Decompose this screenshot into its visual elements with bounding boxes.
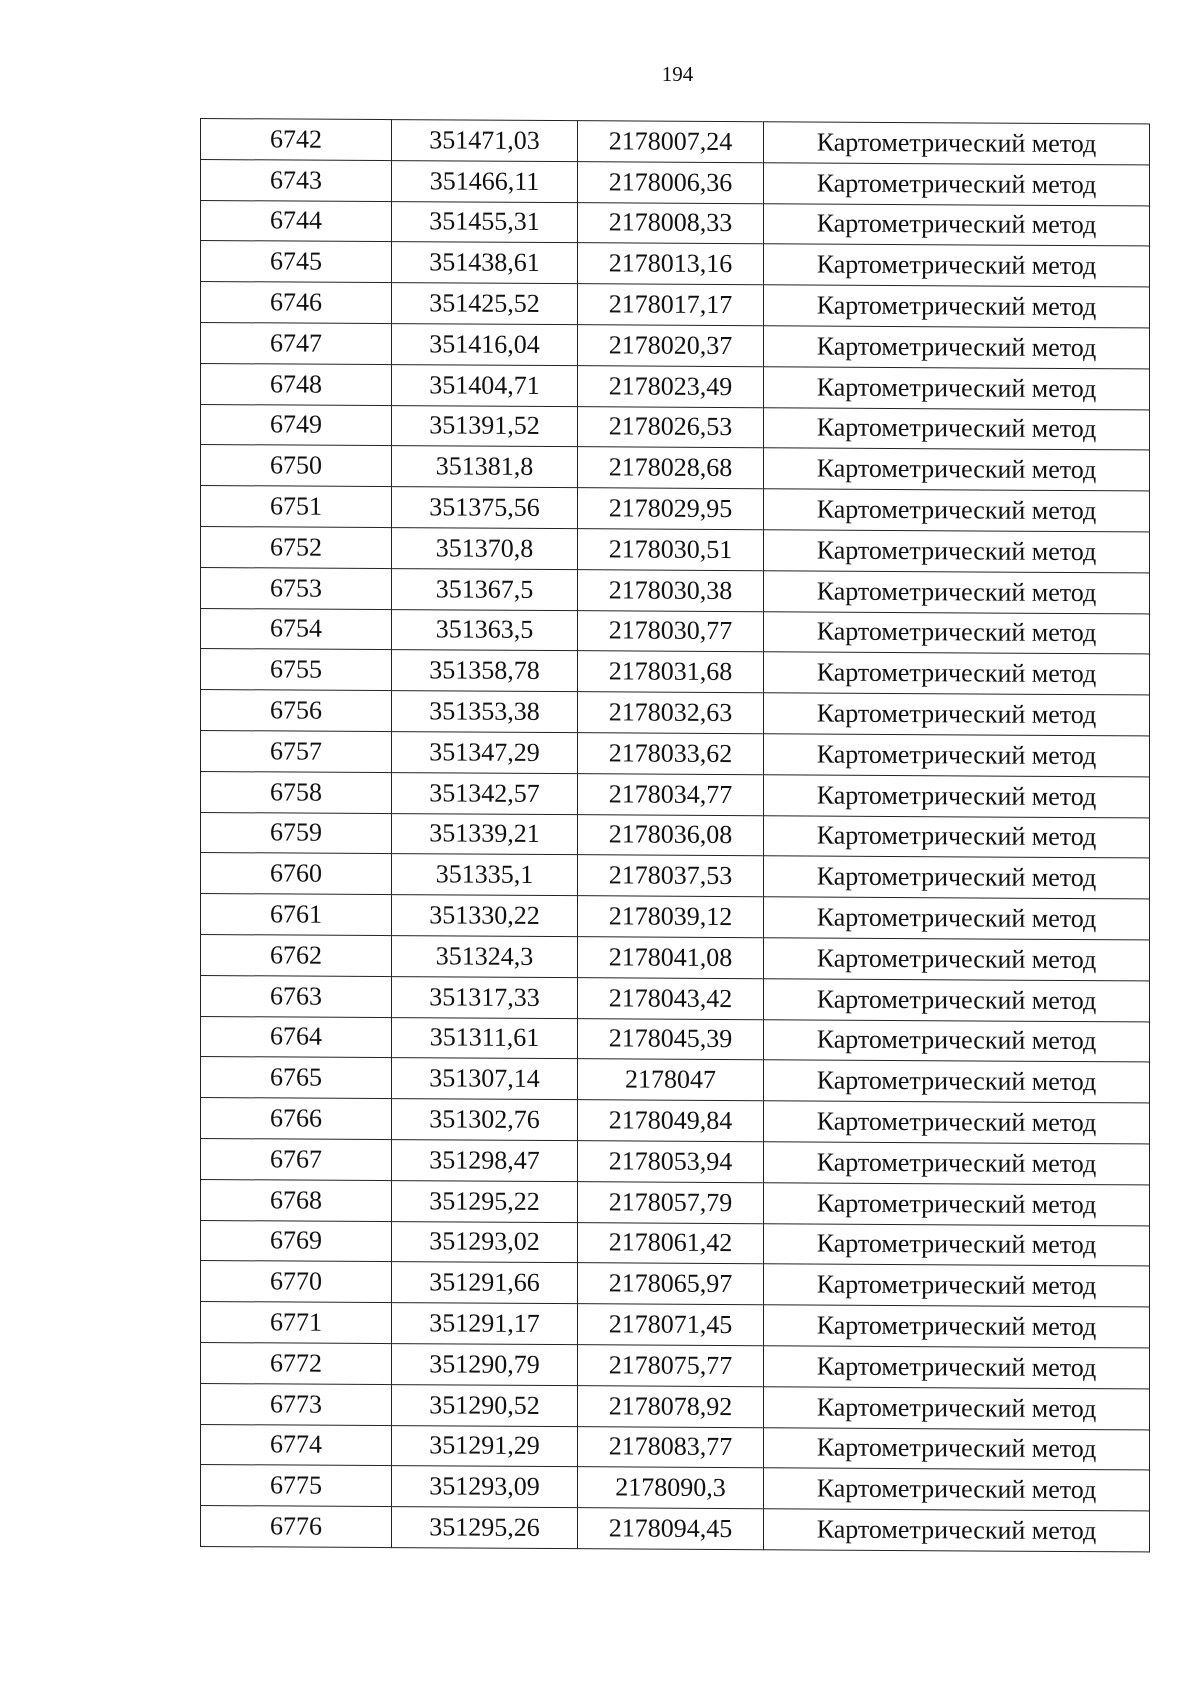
table-row xyxy=(201,608,1150,654)
coordinate-x-cell: 351471,03 xyxy=(392,120,578,162)
coordinate-y-cell: 2178007,24 xyxy=(578,121,764,163)
coordinate-y-cell: 2178053,94 xyxy=(578,1141,764,1183)
method-cell: Картометрический метод xyxy=(764,1509,1150,1552)
table-row xyxy=(201,119,1150,165)
point-number-cell: 6769 xyxy=(201,1220,392,1262)
coordinate-x-cell: 351324,3 xyxy=(392,936,578,978)
coordinate-y-cell: 2178026,53 xyxy=(578,406,764,448)
coordinate-y-cell: 2178033,62 xyxy=(578,733,764,775)
table-row xyxy=(201,1179,1150,1225)
table-row xyxy=(201,159,1150,205)
method-cell: Картометрический метод xyxy=(764,1468,1150,1511)
coordinate-x-cell: 351370,8 xyxy=(392,528,578,570)
coordinate-x-cell: 351293,09 xyxy=(392,1466,578,1508)
coordinate-x-cell: 351455,31 xyxy=(392,201,578,243)
method-cell: Картометрический метод xyxy=(764,448,1150,491)
point-number-cell: 6742 xyxy=(201,119,392,161)
point-number-cell: 6768 xyxy=(201,1179,392,1221)
method-cell: Картометрический метод xyxy=(764,611,1150,654)
point-number-cell: 6765 xyxy=(201,1057,392,1099)
coordinate-y-cell: 2178039,12 xyxy=(578,896,764,938)
table-row xyxy=(201,1138,1150,1184)
coordinate-x-cell: 351438,61 xyxy=(392,242,578,284)
point-number-cell: 6767 xyxy=(201,1138,392,1180)
point-number-cell: 6770 xyxy=(201,1261,392,1303)
method-cell: Картометрический метод xyxy=(764,163,1150,206)
coordinate-y-cell: 2178028,68 xyxy=(578,447,764,489)
method-cell: Картометрический метод xyxy=(764,1142,1150,1185)
table-row xyxy=(201,1465,1150,1511)
coordinate-y-cell: 2178008,33 xyxy=(578,202,764,244)
coordinate-x-cell: 351290,79 xyxy=(392,1344,578,1386)
table-row xyxy=(201,690,1150,736)
method-cell: Картометрический метод xyxy=(764,1427,1150,1470)
coordinate-x-cell: 351317,33 xyxy=(392,976,578,1018)
table-row xyxy=(201,1506,1150,1552)
method-cell: Картометрический метод xyxy=(764,203,1150,246)
table-row xyxy=(201,526,1150,572)
method-cell: Картометрический метод xyxy=(764,693,1150,736)
method-cell: Картометрический метод xyxy=(764,652,1150,695)
point-number-cell: 6773 xyxy=(201,1383,392,1425)
point-number-cell: 6752 xyxy=(201,526,392,568)
coordinate-x-cell: 351335,1 xyxy=(392,854,578,896)
point-number-cell: 6764 xyxy=(201,1016,392,1058)
coordinate-x-cell: 351302,76 xyxy=(392,1099,578,1141)
coordinate-x-cell: 351330,22 xyxy=(392,895,578,937)
table-row xyxy=(201,975,1150,1021)
point-number-cell: 6753 xyxy=(201,567,392,609)
coordinate-x-cell: 351358,78 xyxy=(392,650,578,692)
coordinate-y-cell: 2178013,16 xyxy=(578,243,764,285)
point-number-cell: 6747 xyxy=(201,322,392,364)
method-cell: Картометрический метод xyxy=(764,938,1150,981)
method-cell: Картометрический метод xyxy=(764,1101,1150,1144)
coordinate-x-cell: 351339,21 xyxy=(392,813,578,855)
point-number-cell: 6761 xyxy=(201,894,392,936)
method-cell: Картометрический метод xyxy=(764,326,1150,369)
coordinate-y-cell: 2178031,68 xyxy=(578,651,764,693)
method-cell: Картометрический метод xyxy=(764,1182,1150,1225)
coordinate-x-cell: 351367,5 xyxy=(392,568,578,610)
method-cell: Картометрический метод xyxy=(764,407,1150,450)
point-number-cell: 6772 xyxy=(201,1342,392,1384)
coordinates-table xyxy=(200,118,1150,1552)
table-row xyxy=(201,853,1150,899)
coordinate-y-cell: 2178030,51 xyxy=(578,529,764,571)
page-number: 194 xyxy=(661,62,694,86)
coordinate-y-cell: 2178034,77 xyxy=(578,773,764,815)
coordinates-table-body xyxy=(201,119,1150,1552)
coordinate-x-cell: 351307,14 xyxy=(392,1058,578,1100)
coordinate-x-cell: 351425,52 xyxy=(392,283,578,325)
coordinate-y-cell: 2178030,38 xyxy=(578,569,764,611)
coordinate-x-cell: 351363,5 xyxy=(392,609,578,651)
point-number-cell: 6766 xyxy=(201,1098,392,1140)
method-cell: Картометрический метод xyxy=(764,774,1150,817)
table-row xyxy=(201,1424,1150,1470)
table-row xyxy=(201,649,1150,695)
coordinate-y-cell: 2178020,37 xyxy=(578,325,764,367)
point-number-cell: 6755 xyxy=(201,649,392,691)
table-row xyxy=(201,771,1150,817)
coordinate-y-cell: 2178057,79 xyxy=(578,1181,764,1223)
table-row xyxy=(201,282,1150,328)
method-cell: Картометрический метод xyxy=(764,489,1150,532)
coordinate-x-cell: 351295,26 xyxy=(392,1507,578,1549)
coordinate-y-cell: 2178036,08 xyxy=(578,814,764,856)
method-cell: Картометрический метод xyxy=(764,1223,1150,1266)
table-row xyxy=(201,486,1150,532)
method-cell: Картометрический метод xyxy=(764,1386,1150,1429)
point-number-cell: 6756 xyxy=(201,690,392,732)
coordinate-x-cell: 351291,66 xyxy=(392,1262,578,1304)
table-row xyxy=(201,241,1150,287)
point-number-cell: 6751 xyxy=(201,486,392,528)
table-row xyxy=(201,404,1150,450)
coordinate-x-cell: 351375,56 xyxy=(392,487,578,529)
method-cell: Картометрический метод xyxy=(764,856,1150,899)
coordinate-x-cell: 351342,57 xyxy=(392,772,578,814)
table-row xyxy=(201,445,1150,491)
point-number-cell: 6754 xyxy=(201,608,392,650)
point-number-cell: 6746 xyxy=(201,282,392,324)
coordinate-x-cell: 351291,17 xyxy=(392,1303,578,1345)
point-number-cell: 6758 xyxy=(201,771,392,813)
method-cell: Картометрический метод xyxy=(764,1305,1150,1348)
coordinate-y-cell: 2178043,42 xyxy=(578,977,764,1019)
method-cell: Картометрический метод xyxy=(764,1019,1150,1062)
point-number-cell: 6763 xyxy=(201,975,392,1017)
table-row xyxy=(201,1261,1150,1307)
coordinate-y-cell: 2178045,39 xyxy=(578,1018,764,1060)
coordinate-x-cell: 351311,61 xyxy=(392,1017,578,1059)
method-cell: Картометрический метод xyxy=(764,1060,1150,1103)
coordinate-x-cell: 351295,22 xyxy=(392,1180,578,1222)
coordinate-x-cell: 351391,52 xyxy=(392,405,578,447)
table-row xyxy=(201,567,1150,613)
method-cell: Картометрический метод xyxy=(764,367,1150,410)
method-cell: Картометрический метод xyxy=(764,1346,1150,1389)
coordinate-y-cell: 2178065,97 xyxy=(578,1263,764,1305)
coordinate-y-cell: 2178032,63 xyxy=(578,692,764,734)
table-row xyxy=(201,730,1150,776)
coordinate-y-cell: 2178029,95 xyxy=(578,488,764,530)
table-row xyxy=(201,934,1150,980)
coordinate-x-cell: 351293,02 xyxy=(392,1221,578,1263)
method-cell: Картометрический метод xyxy=(764,122,1150,165)
point-number-cell: 6775 xyxy=(201,1465,392,1507)
table-row xyxy=(201,1220,1150,1266)
coordinate-x-cell: 351353,38 xyxy=(392,691,578,733)
coordinate-y-cell: 2178090,3 xyxy=(578,1467,764,1509)
table-row xyxy=(201,200,1150,246)
coordinate-y-cell: 2178041,08 xyxy=(578,937,764,979)
point-number-cell: 6743 xyxy=(201,159,392,201)
point-number-cell: 6749 xyxy=(201,404,392,446)
point-number-cell: 6759 xyxy=(201,812,392,854)
coordinate-y-cell: 2178083,77 xyxy=(578,1426,764,1468)
table-row xyxy=(201,1057,1150,1103)
method-cell: Картометрический метод xyxy=(764,815,1150,858)
coordinate-y-cell: 2178049,84 xyxy=(578,1100,764,1142)
coordinate-y-cell: 2178078,92 xyxy=(578,1385,764,1427)
method-cell: Картометрический метод xyxy=(764,1264,1150,1307)
coordinate-y-cell: 2178023,49 xyxy=(578,365,764,407)
coordinate-y-cell: 2178017,17 xyxy=(578,284,764,326)
point-number-cell: 6760 xyxy=(201,853,392,895)
point-number-cell: 6774 xyxy=(201,1424,392,1466)
coordinate-y-cell: 2178075,77 xyxy=(578,1345,764,1387)
coordinate-x-cell: 351381,8 xyxy=(392,446,578,488)
method-cell: Картометрический метод xyxy=(764,571,1150,614)
point-number-cell: 6748 xyxy=(201,363,392,405)
coordinate-y-cell: 2178071,45 xyxy=(578,1304,764,1346)
coordinate-y-cell: 2178061,42 xyxy=(578,1222,764,1264)
coordinate-y-cell: 2178047 xyxy=(578,1059,764,1101)
coordinate-y-cell: 2178094,45 xyxy=(578,1508,764,1550)
table-row xyxy=(201,1302,1150,1348)
coordinate-x-cell: 351416,04 xyxy=(392,324,578,366)
point-number-cell: 6762 xyxy=(201,934,392,976)
method-cell: Картометрический метод xyxy=(764,244,1150,287)
method-cell: Картометрический метод xyxy=(764,897,1150,940)
coordinate-y-cell: 2178030,77 xyxy=(578,610,764,652)
table-row xyxy=(201,894,1150,940)
coordinate-y-cell: 2178037,53 xyxy=(578,855,764,897)
coordinate-x-cell: 351347,29 xyxy=(392,732,578,774)
method-cell: Картометрический метод xyxy=(764,530,1150,573)
method-cell: Картометрический метод xyxy=(764,734,1150,777)
coordinate-x-cell: 351298,47 xyxy=(392,1140,578,1182)
coordinate-x-cell: 351290,52 xyxy=(392,1384,578,1426)
coordinate-y-cell: 2178006,36 xyxy=(578,161,764,203)
point-number-cell: 6771 xyxy=(201,1302,392,1344)
table-row xyxy=(201,1342,1150,1388)
table-row xyxy=(201,1098,1150,1144)
coordinate-x-cell: 351291,29 xyxy=(392,1425,578,1467)
point-number-cell: 6750 xyxy=(201,445,392,487)
point-number-cell: 6776 xyxy=(201,1506,392,1548)
table-row xyxy=(201,812,1150,858)
table-row xyxy=(201,322,1150,368)
coordinate-x-cell: 351404,71 xyxy=(392,364,578,406)
table-row xyxy=(201,1383,1150,1429)
method-cell: Картометрический метод xyxy=(764,978,1150,1021)
point-number-cell: 6757 xyxy=(201,730,392,772)
point-number-cell: 6745 xyxy=(201,241,392,283)
point-number-cell: 6744 xyxy=(201,200,392,242)
table-row xyxy=(201,363,1150,409)
table-row xyxy=(201,1016,1150,1062)
method-cell: Картометрический метод xyxy=(764,285,1150,328)
coordinate-x-cell: 351466,11 xyxy=(392,160,578,202)
